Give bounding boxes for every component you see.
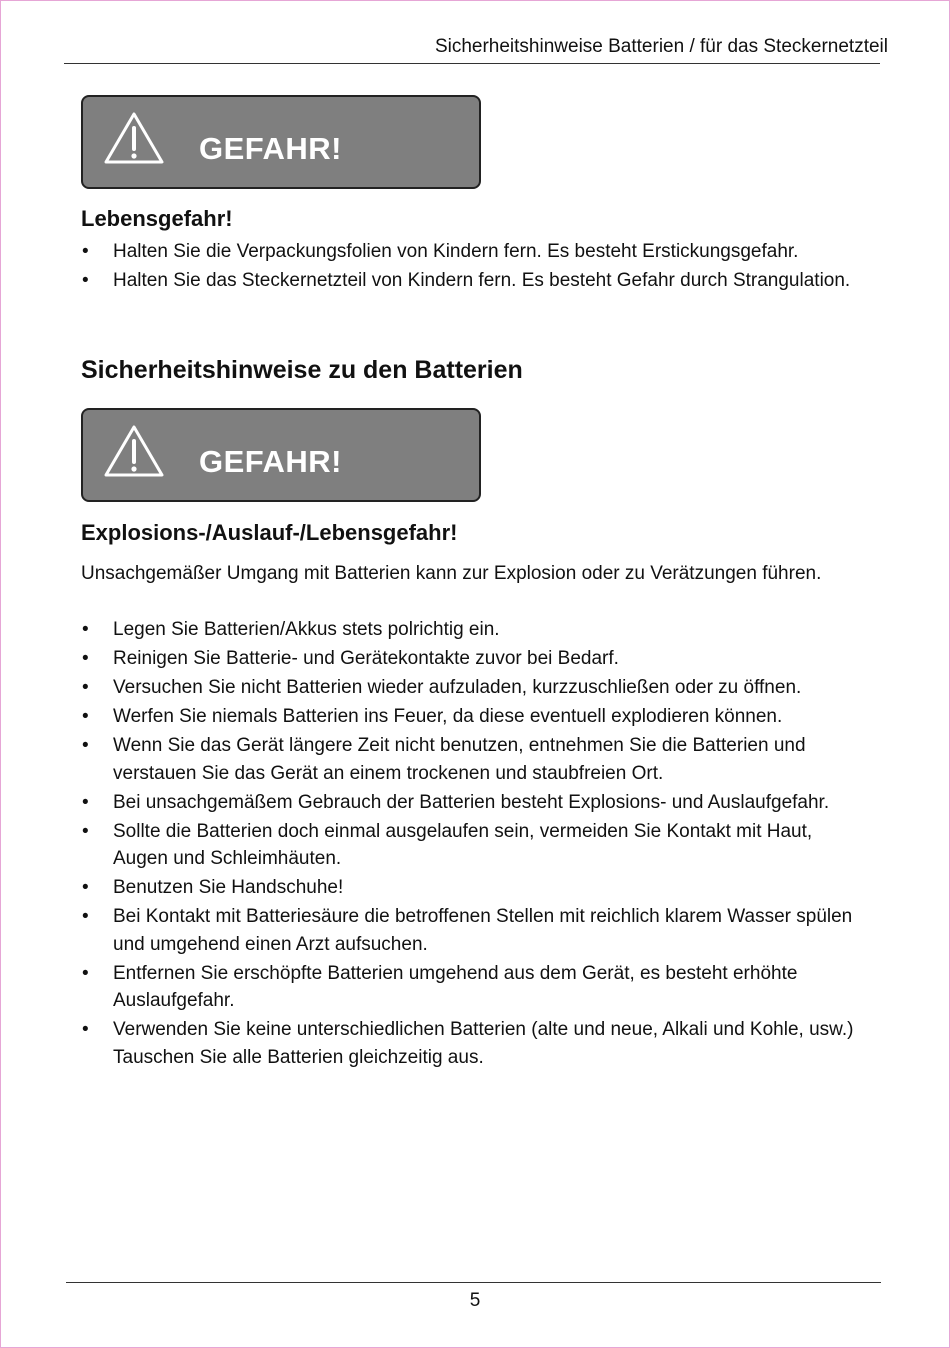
bullet-list bbox=[81, 238, 871, 296]
list-item: • Entfernen Sie erschöpfte Batterien umgehend aus dem Gerät, es besteht erhöhte Auslaufgefahr. bbox=[81, 960, 871, 1015]
bullet-list bbox=[81, 616, 871, 1073]
footer-divider bbox=[66, 1282, 881, 1283]
list-item: • Halten Sie die Verpackungsfolien von Kindern fern. Es besteht Erstickungsgefahr. bbox=[81, 238, 871, 266]
list-item: • Halten Sie das Steckernetzteil von Kindern fern. Es besteht Gefahr durch Strangulation. bbox=[81, 267, 871, 295]
section-heading: Lebensgefahr! bbox=[81, 206, 233, 231]
danger-callout bbox=[81, 95, 481, 189]
danger-label: GEFAHR! bbox=[199, 444, 342, 479]
list-item: • Legen Sie Batterien/Akkus stets polrichtig ein. bbox=[81, 616, 871, 644]
running-header: Sicherheitshinweise Batterien / für das Steckernetzteil bbox=[434, 36, 888, 57]
list-item: • Benutzen Sie Handschuhe! bbox=[81, 874, 871, 902]
intro-paragraph: Unsachgemäßer Umgang mit Batterien kann zur Explosion oder zu Verätzungen führen. bbox=[81, 563, 822, 584]
section-title: Sicherheitshinweise zu den Batterien bbox=[81, 356, 523, 384]
list-item: • Verwenden Sie keine unterschiedlichen Batterien (alte und neue, Alkali und Kohle, usw.) Tauschen Sie alle Batterien gleichzeitig aus. bbox=[81, 1016, 871, 1071]
danger-label: GEFAHR! bbox=[199, 131, 342, 166]
page-number: 5 bbox=[469, 1290, 481, 1311]
header-divider bbox=[64, 63, 880, 64]
list-item: • Reinigen Sie Batterie- und Gerätekontakte zuvor bei Bedarf. bbox=[81, 645, 871, 673]
list-item: • Bei Kontakt mit Batteriesäure die betroffenen Stellen mit reichlich klarem Wasser spülen und umgehend einen Arzt aufsuchen. bbox=[81, 903, 871, 958]
list-item: • Werfen Sie niemals Batterien ins Feuer, da diese eventuell explodieren können. bbox=[81, 703, 871, 731]
list-item: • Wenn Sie das Gerät längere Zeit nicht benutzen, entnehmen Sie die Batterien und verstauen Sie das Gerät an einem trockenen und staubfreien Ort. bbox=[81, 732, 871, 787]
list-item: • Bei unsachgemäßem Gebrauch der Batterien besteht Explosions- und Auslaufgefahr. bbox=[81, 789, 871, 817]
warning-triangle-icon bbox=[103, 111, 165, 165]
section-heading: Explosions-/Auslauf-/Lebensgefahr! bbox=[81, 520, 458, 545]
list-item: • Versuchen Sie nicht Batterien wieder aufzuladen, kurzzuschließen oder zu öffnen. bbox=[81, 674, 871, 702]
list-item: • Sollte die Batterien doch einmal ausgelaufen sein, vermeiden Sie Kontakt mit Haut, Augen und Schleimhäuten. bbox=[81, 818, 871, 873]
danger-callout bbox=[81, 408, 481, 502]
warning-triangle-icon bbox=[103, 424, 165, 478]
